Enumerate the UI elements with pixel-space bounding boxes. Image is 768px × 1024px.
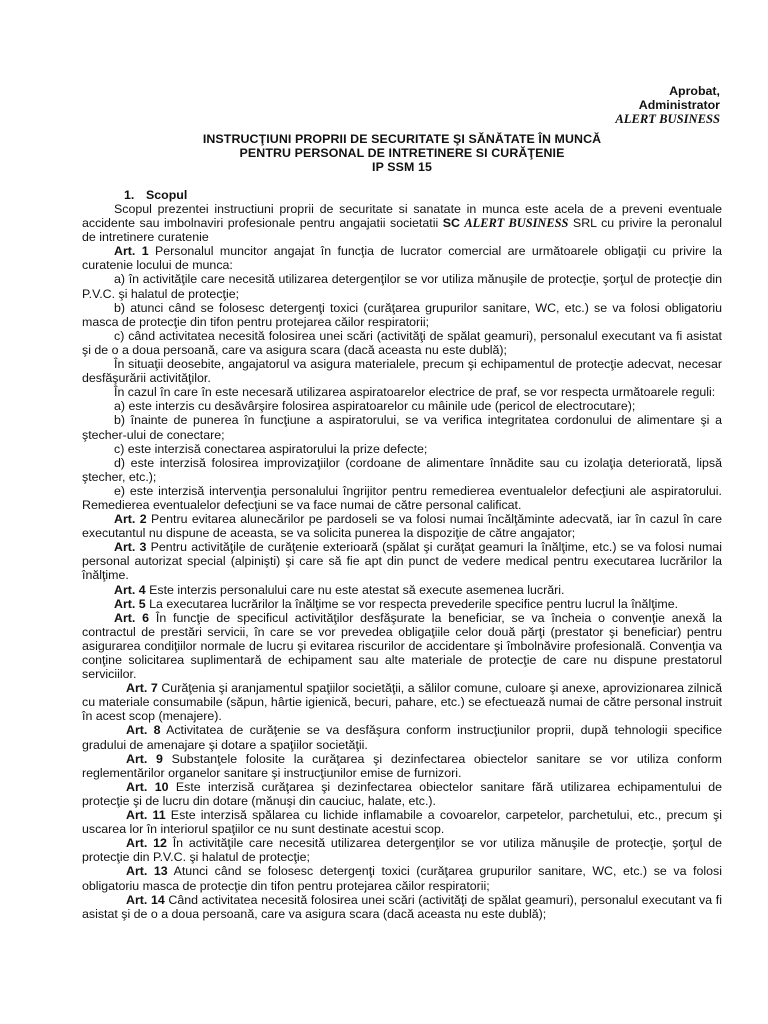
section-heading xyxy=(124,188,722,202)
intro-text: Scopul prezentei instructiuni proprii de securitate si sanatate in munca este acela de a preveni eventuale accidente sau imbolnaviri profesionale pentru angajatii societatii xyxy=(82,202,722,231)
article-label: Art. 8 xyxy=(126,723,161,738)
intro-paragraph xyxy=(82,202,722,244)
intro-text-end: SRL cu privire la peronalul de intretinere curatenie xyxy=(82,216,722,245)
intro-company: ALERT BUSINESS xyxy=(464,216,569,231)
article-text: Este interzisă curăţarea şi dezinfectarea obiectelor sanitare fără utilizarea echipamentului de protecţie şi de lucru din dotare (mănuşi din cauciuc, halate, etc.). xyxy=(82,779,722,808)
article-1-rule-b: b) înainte de punerea în funcţiune a aspiratorului, se va verifica integritatea cordonului de alimentare şi a ştecher-ului de conectare; xyxy=(82,413,722,442)
article-5 xyxy=(82,597,722,611)
article-label: Art. 13 xyxy=(126,864,168,879)
article-label: Art. 10 xyxy=(126,779,169,794)
article-1-special-situations: În situaţii deosebite, angajatorul va asigura materialele, precum şi echipamentul de protecţie adecvat, necesar desfăşurării activităţilor. xyxy=(82,357,722,386)
article-9 xyxy=(82,752,722,780)
article-label: Art. 9 xyxy=(126,751,163,766)
article-14 xyxy=(82,893,722,921)
article-label: Art. 6 xyxy=(114,610,150,625)
article-text: În activităţile care necesită utilizarea detergenţilor se vor utiliza mănuşile de protecţie, şorţul de protecţie din P.V.C. şi halatul de protecţie; xyxy=(82,836,722,865)
title-line-3: IP SSM 15 xyxy=(372,160,432,174)
article-text: La executarea lucrărilor la înălţime se vor respecta prevederile specifice pentru lucrul la înălţime. xyxy=(145,596,679,611)
section-number: 1. xyxy=(124,188,135,202)
article-4 xyxy=(82,583,722,597)
article-1-rule-c: c) este interzisă conectarea aspiratorului la prize defecte; xyxy=(114,441,428,456)
document-page xyxy=(82,84,722,921)
article-13 xyxy=(82,864,722,892)
article-1-rule-d: d) este interzisă folosirea improvizaţiilor (cordoane de alimentare înnădite sau cu izolaţia deteriorată, lipsă ştecher, etc.); xyxy=(82,455,722,484)
article-1-item-b: b) atunci când se folosesc detergenţi toxici (curăţarea grupurilor sanitare, WC, etc.) se va folosi obligatoriu masca de protecţie din tifon pentru protejarea căilor respiratorii; xyxy=(82,300,722,329)
approval-company: ALERT BUSINESS xyxy=(615,112,720,126)
approval-label: Aprobat, xyxy=(669,84,720,98)
article-1-item-c: c) când activitatea necesită folosirea unei scări (activităţi de spălat geamuri), personalul executant va fi asistat şi de o a doua persoană, care va asigura scara (dacă aceasta nu este dublă); xyxy=(82,328,722,357)
approval-block xyxy=(82,84,720,126)
article-label: Art. 2 xyxy=(114,512,147,527)
article-text: Substanţele folosite la curăţarea şi dezinfectarea obiectelor sanitare se vor utiliza conform reglementărilor organelor sanitare şi instrucţiunilor emise de furnizori. xyxy=(82,751,722,780)
article-11 xyxy=(82,808,722,836)
article-label: Art. 11 xyxy=(126,808,166,823)
article-1-vacuum-rules: În cazul în care în este necesară utilizarea aspiratoarelor electrice de praf, se vor respecta următoarele reguli: xyxy=(114,385,716,400)
article-label: Art. 4 xyxy=(114,582,146,597)
article-label: Art. 5 xyxy=(114,596,146,611)
article-text: Pentru activităţile de curăţenie exterioară (spălat şi curăţat geamuri la înălţime, etc.) se va folosi numai personal autorizat special (alpinişti) şi care să fie apt din punct de vedere medical pentru executarea lucrărilor la înălţime. xyxy=(82,540,722,583)
article-text: Atunci când se folosesc detergenţi toxici (curăţarea grupurilor sanitare, WC, etc.) se va folosi obligatoriu masca de protecţie din tifon pentru protejarea căilor respiratorii; xyxy=(82,864,722,893)
article-text: Când activitatea necesită folosirea unei scări (activităţi de spălat geamuri), personalul executant va fi asistat şi de o a doua persoană, care va asigura scara (dacă aceasta nu este dublă); xyxy=(82,892,722,921)
intro-sc: SC xyxy=(442,216,460,231)
article-1-item-a: a) în activităţile care necesită utilizarea detergenţilor se vor utiliza mănuşile de protecţie, şorţul de protecţie din P.V.C. şi halatul de protecţie; xyxy=(82,272,722,301)
article-label: Art. 3 xyxy=(114,540,147,555)
article-label: Art. 7 xyxy=(126,681,158,696)
article-label: Art. 14 xyxy=(126,892,165,907)
article-text: Personalul muncitor angajat în funcţia de lucrator comercial are următoarele obligaţii cu privire la curatenie locului de munca: xyxy=(82,244,722,273)
article-1-rule-e: e) este interzisă intervenţia personalului îngrijitor pentru remedierea eventualelor defecţiuni ale aspiratorului. Remedierea eventualelor defecţiuni se va face numai de către personal calificat. xyxy=(82,483,722,512)
article-text: Curăţenia şi aranjamentul spaţiilor societăţii, a sălilor comune, culoare şi anexe, aprovizionarea zilnică cu materiale consumabile (săpun, hârtie igienică, becuri, pahare, etc.) se efectuează numai de către personal instruit în acest scop (menajere). xyxy=(82,681,722,724)
article-3 xyxy=(82,540,722,582)
approval-role: Administrator xyxy=(638,98,720,112)
article-7 xyxy=(82,681,722,723)
article-2 xyxy=(82,512,722,540)
title-line-1: INSTRUCŢIUNI PROPRII DE SECURITATE ŞI SĂNĂTATE ÎN MUNCĂ xyxy=(202,132,602,146)
article-text: Este interzisă spălarea cu lichide inflamabile a covoarelor, carpetelor, parchetului, etc., precum şi uscarea lor în interiorul spaţiilor ce nu sunt destinate acestui scop. xyxy=(82,808,722,837)
article-8 xyxy=(82,723,722,751)
article-10 xyxy=(82,780,722,808)
article-label: Art. 1 xyxy=(114,244,149,259)
article-6 xyxy=(82,611,722,681)
title-line-2: PENTRU PERSONAL DE INTRETINERE SI CURĂŢENIE xyxy=(239,146,565,160)
article-text: Activitatea de curăţenie se va desfăşura conform instrucţiunilor proprii, după tehnologii specifice gradului de amenajare şi dotare a spaţiilor societăţii. xyxy=(82,723,722,752)
document-title xyxy=(82,132,722,174)
article-text: Pentru evitarea alunecărilor pe pardoseli se va folosi numai încălţăminte adecvată, iar în cazul în care executantul nu dispune de aceasta, se va solicita punerea la dispoziţie de către angajator; xyxy=(82,512,722,541)
article-text: Este interzis personalului care nu este atestat să execute asemenea lucrări. xyxy=(145,582,565,597)
article-12 xyxy=(82,836,722,864)
section-label: Scopul xyxy=(146,188,188,202)
article-1 xyxy=(82,244,722,272)
article-1-rule-a: a) este interzis cu desăvârşire folosirea aspiratoarelor cu mâinile ude (pericol de electrocutare); xyxy=(114,399,636,414)
article-label: Art. 12 xyxy=(126,836,167,851)
article-text: În funcţie de specificul activităţilor desfăşurate la beneficiar, se va încheia o convenţie anexă la contractul de prestări servicii, în care se vor prevedea obligaţiile celor două părţi (prestator şi beneficiar) pentru asigurarea condiţiilor normale de lucru şi evitarea riscurilor de accidentare şi îmbolnăvire profesională. Convenţia va conţine solicitarea suplimentară de echipament sau alte materiale de protecţie de care nu dispune prestatorul serviciilor. xyxy=(82,610,722,682)
